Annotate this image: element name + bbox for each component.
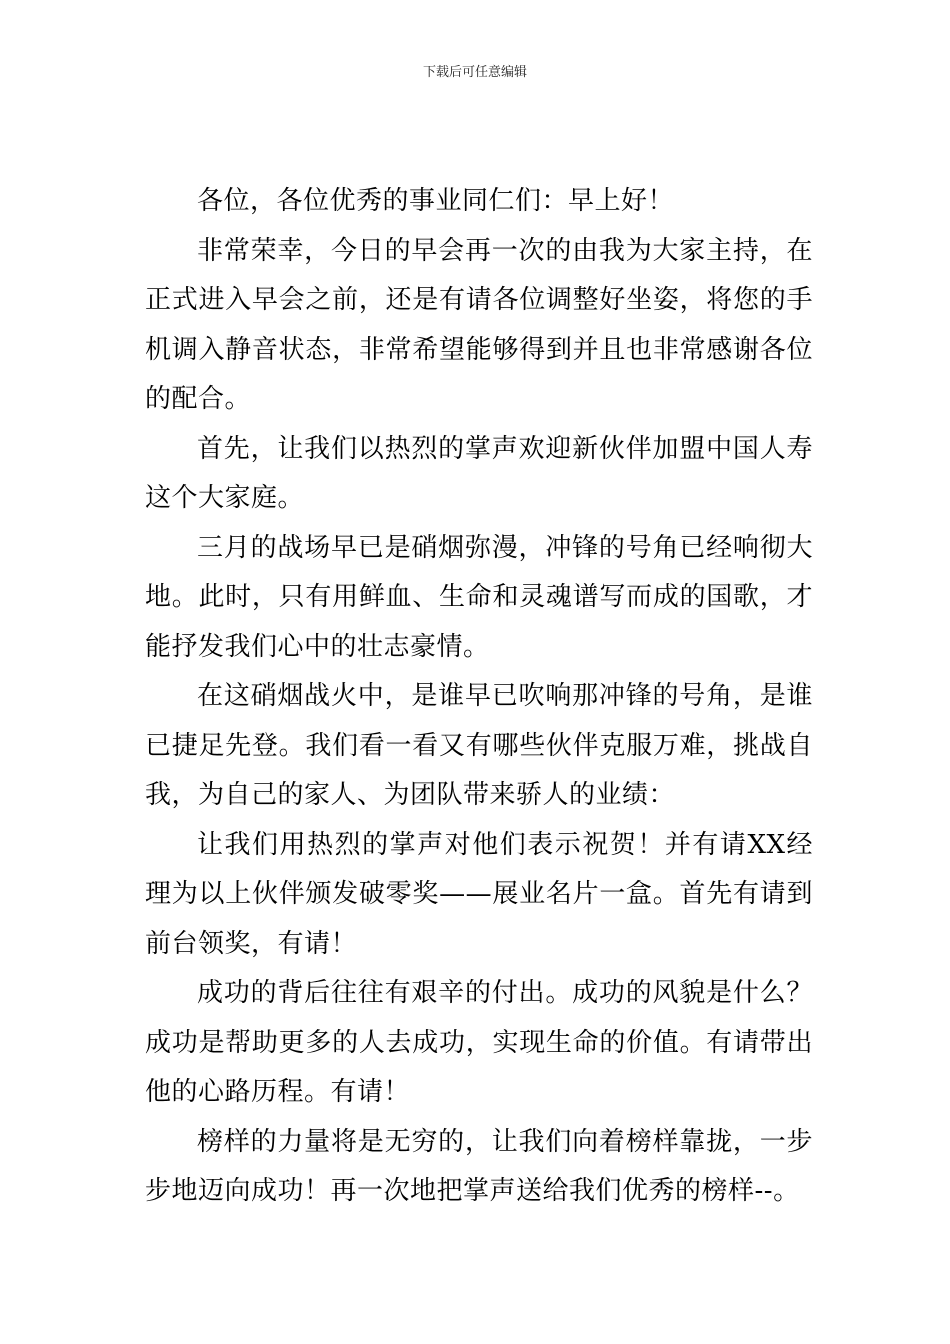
paragraph-opening: 非常荣幸，今日的早会再一次的由我为大家主持，在正式进入早会之前，还是有请各位调整好坐姿，将您的手机调入静音状态，非常希望能够得到并且也非常感谢各位的配合。 [145,235,813,414]
page-header-note: 下载后可任意编辑 [422,65,527,80]
paragraph-achievers: 在这硝烟战火中，是谁早已吹响那冲锋的号角，是谁已捷足先登。我们看一看又有哪些伙伴克服万难，挑战自我，为自己的家人、为团队带来骄人的业绩： [145,681,813,810]
paragraph-battlefield: 三月的战场早已是硝烟弥漫，冲锋的号角已经响彻大地。此时，只有用鲜血、生命和灵魂谱写而成的国歌，才能抒发我们心中的壮志豪情。 [145,532,813,662]
paragraph-success: 成功的背后往往有艰辛的付出。成功的风貌是什么？成功是帮助更多的人去成功，实现生命的价值。有请带出他的心路历程。有请！ [145,978,813,1107]
document-body [145,177,813,1217]
paragraph-welcome: 首先，让我们以热烈的掌声欢迎新伙伴加盟中国人寿这个大家庭。 [145,433,813,513]
paragraph-greeting: 各位，各位优秀的事业同仁们：早上好！ [197,186,675,216]
paragraph-role-model: 榜样的力量将是无穷的，让我们向着榜样靠拢，一步步地迈向成功！再一次地把掌声送给我们优秀的榜样--。 [145,1126,813,1206]
paragraph-award: 让我们用热烈的掌声对他们表示祝贺！并有请XX经理为以上伙伴颁发破零奖——展业名片一盒。首先有请到前台领奖，有请！ [145,829,813,959]
